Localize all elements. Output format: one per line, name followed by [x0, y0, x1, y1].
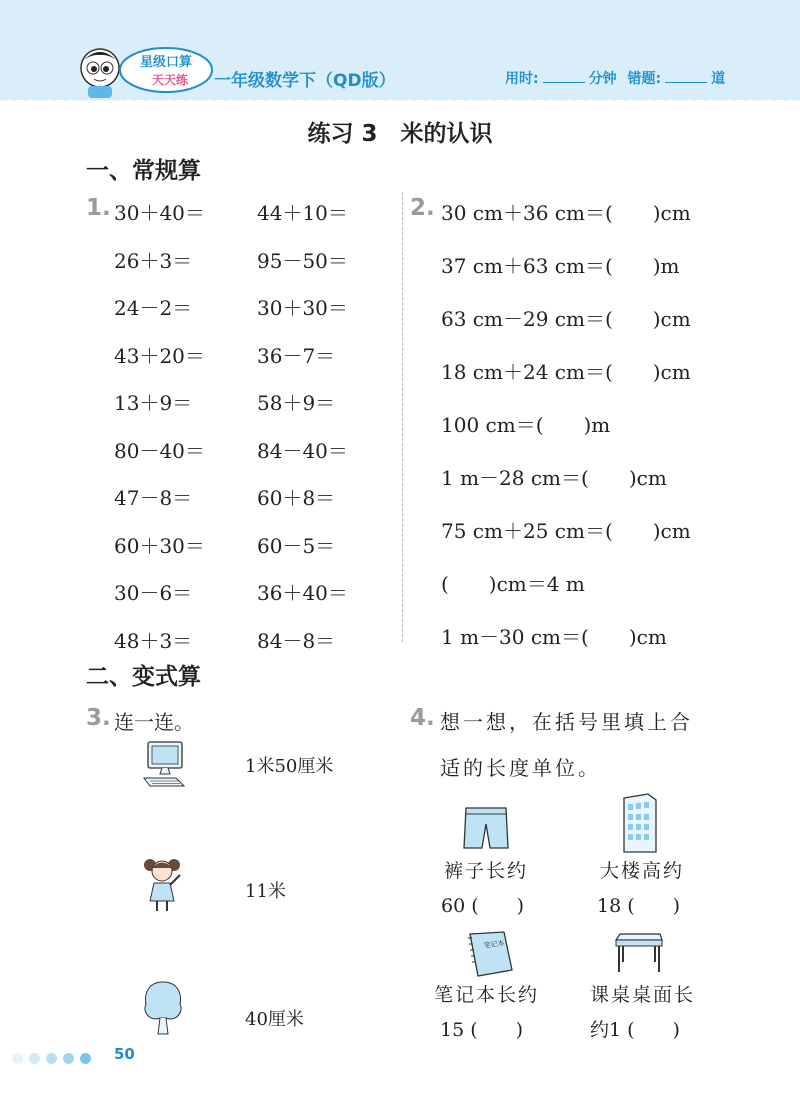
q2-expression: 63 cm－29 cm＝( )cm	[441, 307, 691, 331]
q2-expression: ( )cm＝4 m	[441, 572, 585, 596]
tree-icon	[140, 978, 186, 1038]
q1-expression: 48＋3＝	[114, 628, 193, 653]
footer-dot	[63, 1053, 74, 1064]
mascot-logo	[78, 46, 218, 100]
q2-expression: 30 cm＋36 cm＝( )cm	[441, 201, 691, 225]
q1-expression: 36－7＝	[257, 343, 336, 368]
footer-dot	[80, 1053, 91, 1064]
book-title: 一年级数学下（QD版）	[214, 71, 396, 91]
column-divider	[402, 192, 403, 642]
section-title-variant: 二、变式算	[86, 664, 201, 690]
lesson-title: 练习 3 米的认识	[307, 121, 493, 147]
q1-expression: 43＋20＝	[114, 343, 205, 368]
time-blank[interactable]	[543, 70, 585, 83]
q1-expression: 58＋9＝	[257, 391, 336, 415]
q1-expression: 36＋40＝	[257, 581, 348, 605]
footer-dots	[12, 1049, 97, 1068]
time-label: 用时:	[505, 71, 539, 87]
question-3-prompt: 连一连。	[114, 710, 194, 734]
q1-expression: 47－8＝	[114, 486, 193, 510]
q2-expression: 1 m－28 cm＝( )cm	[441, 466, 667, 490]
q4-item-answer: 约1 ( )	[590, 1019, 680, 1041]
minute-label: 分钟	[588, 71, 617, 87]
q4-item-answer: 60 ( )	[441, 895, 525, 917]
q1-expression: 84－40＝	[257, 438, 348, 463]
q1-expression: 30－6＝	[114, 581, 193, 605]
footer-dot	[46, 1053, 57, 1064]
q1-expression: 24－2＝	[114, 296, 193, 320]
timer-fields	[505, 68, 725, 88]
girl-icon	[138, 855, 188, 915]
building-icon	[618, 792, 660, 854]
errors-label: 错题:	[627, 71, 662, 87]
logo-text-bottom: 天天练	[151, 73, 189, 87]
q1-expression: 95－50＝	[257, 248, 348, 273]
notebook-cover-text: 笔记本	[483, 939, 506, 950]
errors-blank[interactable]	[665, 70, 707, 83]
q2-expression: 18 cm＋24 cm＝( )cm	[441, 360, 691, 384]
q2-expression: 75 cm＋25 cm＝( )cm	[441, 519, 691, 543]
q4-item-label: 裤子长约	[444, 860, 529, 882]
q3-length-label: 40厘米	[245, 1009, 304, 1030]
question-1-number: 1.	[86, 195, 111, 221]
q4-item-label: 课桌桌面长	[590, 984, 696, 1006]
q3-length-label: 11米	[245, 881, 286, 902]
footer-dot	[12, 1053, 23, 1064]
q1-expression: 84－8＝	[257, 628, 336, 653]
q2-expression: 1 m－30 cm＝( )cm	[441, 625, 667, 649]
q1-expression: 60＋8＝	[257, 486, 336, 510]
pants-icon	[462, 806, 510, 852]
q1-expression: 60－5＝	[257, 533, 336, 558]
page-number: 50	[114, 1045, 135, 1063]
computer-icon	[140, 740, 188, 788]
desk-icon	[614, 932, 664, 974]
notebook-icon	[460, 930, 514, 978]
q2-expression: 100 cm＝( )m	[441, 413, 611, 437]
q4-item-label: 笔记本长约	[434, 984, 540, 1006]
footer-dot	[29, 1053, 40, 1064]
q3-length-label: 1米50厘米	[245, 756, 334, 777]
q1-expression: 80－40＝	[114, 438, 205, 463]
question-2-number: 2.	[410, 195, 435, 221]
q4-item-answer: 18 ( )	[597, 895, 681, 917]
q4-item-label: 大楼高约	[600, 860, 685, 882]
q1-expression: 60＋30＝	[114, 533, 205, 558]
q1-expression: 13＋9＝	[114, 391, 193, 415]
count-label: 道	[711, 71, 726, 87]
logo-text-top: 星级口算	[139, 55, 193, 70]
section-title-regular: 一、常规算	[86, 158, 201, 184]
q2-expression: 37 cm＋63 cm＝( )m	[441, 254, 680, 278]
q1-expression: 44＋10＝	[257, 201, 348, 225]
question-4-prompt-line2: 适的长度单位。	[440, 756, 601, 780]
question-4-prompt-line1: 想一想，在括号里填上合	[440, 710, 693, 734]
q1-expression: 30＋40＝	[114, 201, 205, 225]
q1-expression: 30＋30＝	[257, 296, 348, 320]
question-4-number: 4.	[410, 705, 435, 731]
question-3-number: 3.	[86, 705, 111, 731]
q1-expression: 26＋3＝	[114, 248, 193, 273]
q4-item-answer: 15 ( )	[440, 1019, 524, 1041]
